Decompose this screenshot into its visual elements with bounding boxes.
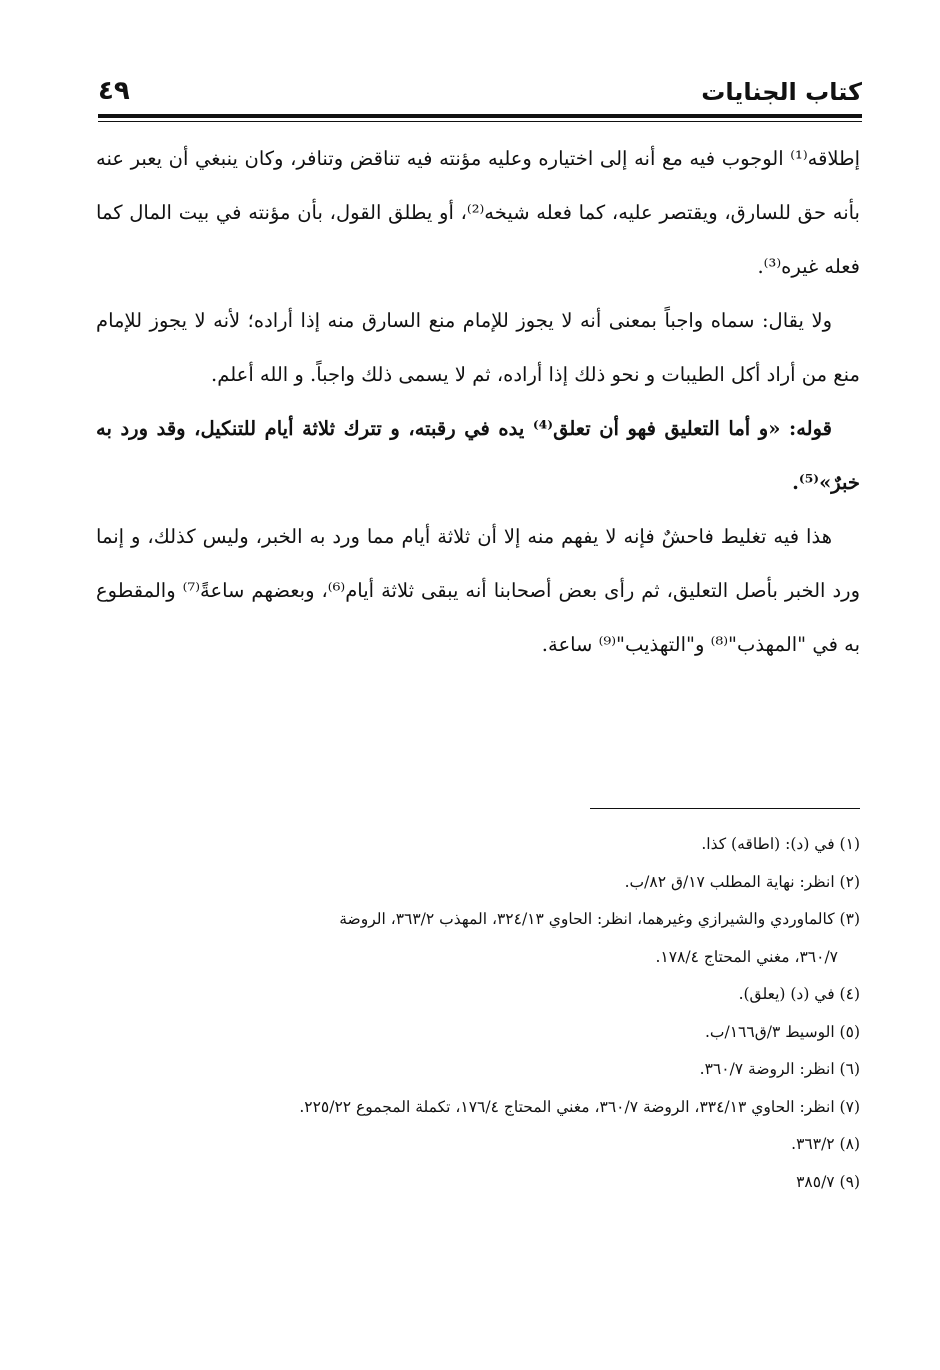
main-text (96, 132, 860, 672)
footnote-3: (٣) كالماوردي والشيرازي وغيرهما، انظر: الحاوي ٣٢٤/١٣، المهذب ٣٦٣/٢، الروضة (339, 910, 860, 928)
paragraph-2: ولا يقال: سماه واجباً بمعنى أنه لا يجوز للإمام منع السارق منه إذا أراده؛ لأنه لا يجوز للإمام منع من أراد أكل الطيبات و نحو ذلك إذا أراده، ثم لا يسمى ذلك واجباً. و الله أعلم. (96, 309, 860, 386)
footnote-separator (590, 808, 860, 809)
chapter-title: كتاب الجنايات (701, 78, 862, 106)
footnote-5: (٥) الوسيط ٣/ق١٦٦/ب. (704, 1022, 860, 1041)
footnote-2: (٢) انظر: نهاية المطلب ١٧/ق ٨٢/ب. (624, 872, 860, 891)
footnote-6: (٦) انظر: الروضة ٣٦٠/٧. (699, 1060, 860, 1078)
header-rule-thin (98, 121, 862, 122)
footnote-9: (٩) ٣٨٥/٧ (796, 1172, 860, 1191)
footnote-3-continued: ٣٦٠/٧، مغني المحتاج ١٧٨/٤. (655, 947, 838, 966)
footnote-7: (٧) انظر: الحاوي ٣٣٤/١٣، الروضة ٣٦٠/٧، مغني المحتاج ١٧٦/٤، تكملة المجموع ٢٢٥/٢٢. (299, 1097, 860, 1116)
footnote-4: (٤) في (د) (يعلق). (738, 985, 860, 1003)
quoted-text-paragraph: قوله: «و أما التعليق فهو أن تعلق⁽⁴⁾ يده في رقبته، و تترك ثلاثة أيام للتنكيل، وقد ورد به خبرٌ»⁽⁵⁾. (96, 417, 860, 494)
footnotes (96, 826, 860, 1201)
page-number: ٤٩ (98, 76, 130, 106)
header-rule-thick (98, 114, 862, 118)
paragraph-1: إطلاقه⁽¹⁾ الوجوب فيه مع أنه إلى اختياره وعليه مؤنته فيه تناقض وتنافر، وكان ينبغي أن يعبر عنه بأنه حق للسارق، ويقتصر عليه، كما فعله شيخه⁽²⁾، أو يطلق القول، بأن مؤنته في بيت المال كما فعله غيره⁽³⁾. (96, 147, 860, 278)
paragraph-4: هذا فيه تغليط فاحشٌ فإنه لا يفهم منه إلا أن ثلاثة أيام مما ورد به الخبر، وليس كذلك، و إنما ورد الخبر بأصل التعليق، ثم رأى بعض أصحابنا أنه يبقى ثلاثة أيام⁽⁶⁾، وبعضهم ساعةً⁽⁷⁾ والمقطوع به في "المهذب"⁽⁸⁾ و"التهذيب"⁽⁹⁾ ساعة. (96, 525, 860, 656)
footnote-1: (١) في (د): (اطاقه) كذا. (701, 835, 860, 853)
running-header (98, 78, 862, 114)
footnote-8: (٨) ٣٦٣/٢. (791, 1135, 860, 1153)
